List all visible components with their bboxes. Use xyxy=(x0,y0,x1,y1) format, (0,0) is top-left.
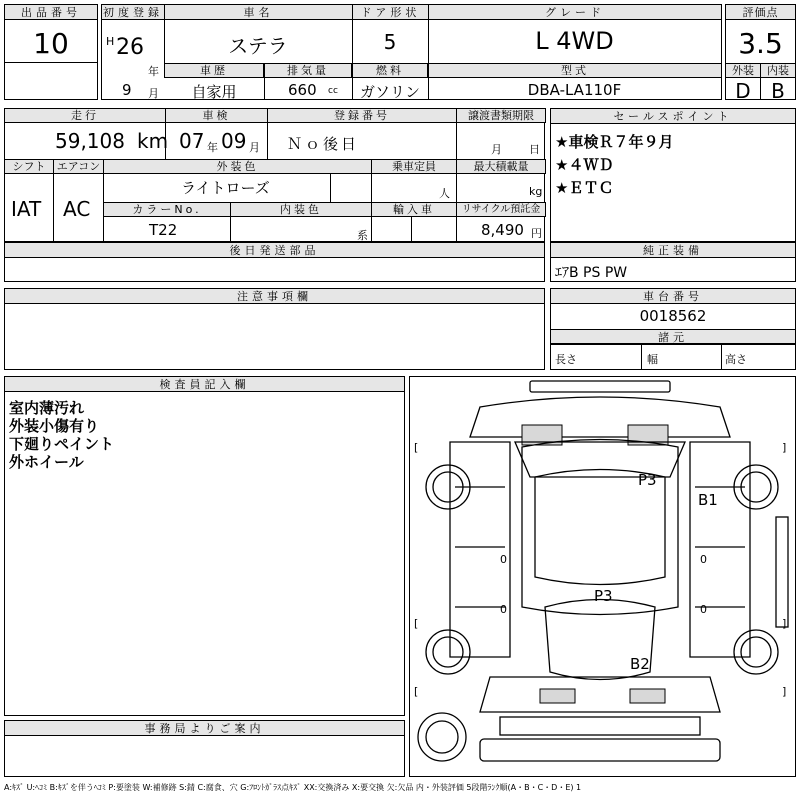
bracket-left-1: [ xyxy=(414,441,419,454)
bracket-right-1: ] xyxy=(782,441,787,454)
inspector-line-3: 下廻りペイント xyxy=(9,435,115,453)
color-no-label: カラーNo. xyxy=(103,202,231,217)
sales-points-box xyxy=(550,108,796,242)
vehicle-info-box xyxy=(101,4,722,100)
transfer-month-unit: 月 xyxy=(491,143,502,156)
chassis-label: 車台番号 xyxy=(551,289,795,304)
inspector-line-1: 室内薄汚れ xyxy=(9,399,85,417)
mark-zero-3: 0 xyxy=(700,553,707,566)
sales-point-1: ★車検Ｒ７年９月 xyxy=(555,133,674,151)
transfer-day-unit: 日 xyxy=(529,143,540,156)
insp-month-unit: 月 xyxy=(249,141,260,154)
era-letter: H xyxy=(106,35,115,48)
car-name-label: 車名 xyxy=(164,5,352,20)
bracket-right-3: ] xyxy=(782,617,787,630)
history-label: 車歴 xyxy=(164,63,264,78)
int-color-label: 内装色 xyxy=(230,202,372,217)
car-diagram-box xyxy=(409,376,796,777)
displacement-label: 排気量 xyxy=(264,63,352,78)
car-name-value: ステラ xyxy=(228,34,288,58)
sales-points-label: セールスポイント xyxy=(551,109,795,124)
interior-value: B xyxy=(771,79,785,103)
recycle-label: リサイクル預託金 xyxy=(456,202,546,217)
bracket-left-2: [ xyxy=(414,685,419,698)
damage-mark-p3-rear: P3 xyxy=(594,587,613,605)
bracket-right-2: ] xyxy=(782,685,787,698)
mileage-label: 走行 xyxy=(4,108,166,123)
recycle-unit: 円 xyxy=(531,227,542,240)
first-reg-year: 26 xyxy=(116,35,144,60)
insp-month: 09 xyxy=(221,129,247,153)
fuel-value: ガソリン xyxy=(359,83,420,101)
capacity-label: 乗車定員 xyxy=(371,159,457,174)
bracket-left-3: [ xyxy=(414,617,419,630)
fuel-label: 燃料 xyxy=(352,63,428,78)
door-label: ドア形状 xyxy=(352,5,428,20)
model-label: 型式 xyxy=(428,63,722,78)
load-unit: kg xyxy=(529,185,543,198)
shift-value: IAT xyxy=(11,197,42,221)
plate-value: Ｎｏ後日 xyxy=(287,135,360,153)
mark-zero-1: 0 xyxy=(500,553,507,566)
later-parts-box xyxy=(4,242,545,282)
transfer-label: 譲渡書類期限 xyxy=(456,108,546,123)
exterior-value: D xyxy=(735,79,751,103)
inspector-label: 検査員記入欄 xyxy=(5,377,404,392)
grade-value: L 4WD xyxy=(535,27,614,55)
recycle-value: 8,490 xyxy=(481,221,524,239)
first-reg-month: 9 xyxy=(122,81,132,99)
lot-number-value: 10 xyxy=(33,27,69,60)
ext-color-value: ライトローズ xyxy=(181,179,270,197)
score-value: 3.5 xyxy=(738,27,783,60)
car-diagram xyxy=(410,377,795,776)
legend-text: A:ｷｽﾞ U:ﾍｺﾐ B:ｷｽﾞを伴うﾍｺﾐ P:要塗装 W:補修跡 S:錆 C:腐食、穴 G:ﾌﾛﾝﾄｶﾞﾗｽ点ｷｽﾞ XX:交換済み X:要交換 欠:欠品 内・外装評価 5段階ﾗﾝｸ順(A・B・C・D・E) 1 xyxy=(4,783,582,792)
inspector-line-4: 外ホイール xyxy=(9,453,84,471)
chassis-box xyxy=(550,288,796,370)
later-parts-label: 後日発送部品 xyxy=(5,243,544,258)
mark-zero-4: 0 xyxy=(700,603,707,616)
mileage-value: 59,108 xyxy=(55,129,125,153)
equipment-value: ｴｱB PS PW xyxy=(555,265,628,281)
import-label: 輸入車 xyxy=(371,202,457,217)
mark-zero-2: 0 xyxy=(500,603,507,616)
int-color-unit: 系 xyxy=(357,229,368,242)
lot-number-label: 出品番号 xyxy=(5,5,97,20)
inspector-line-2: 外装小傷有り xyxy=(9,417,100,435)
height-label: 高さ xyxy=(725,353,747,366)
equipment-label: 純正装備 xyxy=(551,243,795,258)
mileage-block xyxy=(4,108,545,242)
dims-label: 諸元 xyxy=(551,329,795,344)
first-reg-label: 初度登録 xyxy=(103,6,163,19)
office-box xyxy=(4,720,405,777)
ac-value: AC xyxy=(63,197,91,221)
inspector-box xyxy=(4,376,405,716)
month-unit: 月 xyxy=(148,87,159,100)
door-value: 5 xyxy=(383,30,397,54)
grade-label: グレード xyxy=(428,5,721,20)
equipment-box xyxy=(550,242,796,282)
chassis-value: 0018562 xyxy=(639,307,707,325)
history-value: 自家用 xyxy=(191,83,237,101)
score-label: 評価点 xyxy=(726,5,795,20)
color-no-value: T22 xyxy=(149,221,178,239)
displacement-unit: cc xyxy=(328,86,338,96)
width-label: 幅 xyxy=(647,353,658,366)
lot-number-box xyxy=(4,4,98,100)
displacement-value: 660 xyxy=(288,81,317,99)
length-label: 長さ xyxy=(555,353,577,366)
insp-year-unit: 年 xyxy=(207,141,218,154)
capacity-unit: 人 xyxy=(439,187,450,200)
plate-label: 登録番号 xyxy=(267,108,457,123)
notes-label: 注意事項欄 xyxy=(5,289,544,304)
score-box xyxy=(725,4,796,103)
ac-label: エアコン xyxy=(53,159,104,174)
year-unit: 年 xyxy=(148,65,159,78)
inspection-label: 車検 xyxy=(165,108,268,123)
shift-label: シフト xyxy=(4,159,54,174)
office-label: 事務局よりご案内 xyxy=(5,721,404,736)
ext-color-label: 外装色 xyxy=(103,159,372,174)
sales-point-3: ★ＥＴＣ xyxy=(555,179,614,197)
damage-mark-p3-roof: P3 xyxy=(638,471,657,489)
interior-label: 内装 xyxy=(760,63,796,78)
sales-point-2: ★４ＷＤ xyxy=(555,156,614,174)
notes-box xyxy=(4,288,545,370)
model-value: DBA-LA110F xyxy=(527,81,622,99)
mileage-unit: km xyxy=(137,129,169,153)
load-label: 最大積載量 xyxy=(456,159,546,174)
damage-mark-b1: B1 xyxy=(698,491,718,509)
insp-year: 07 xyxy=(179,129,205,153)
exterior-label: 外装 xyxy=(725,63,761,78)
damage-mark-b2: B2 xyxy=(630,655,650,673)
